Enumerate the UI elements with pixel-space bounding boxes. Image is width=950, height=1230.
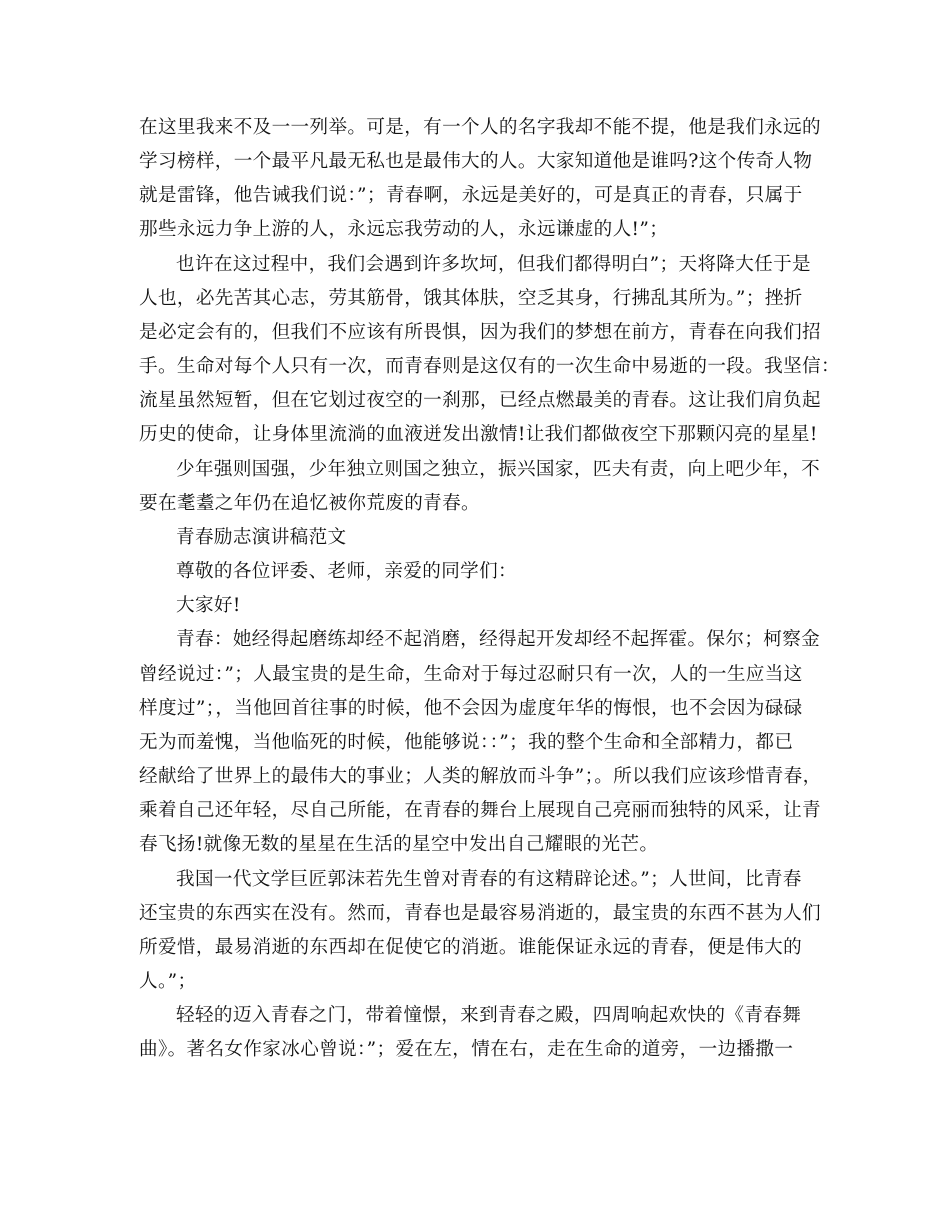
text-line: 人也，必先苦其心志，劳其筋骨，饿其体肤，空乏其身，行拂乱其所为。”；挫折 — [139, 288, 803, 309]
text-line: 曲》。著名女作家冰心曾说：”；爱在左，情在右，走在生命的道旁，一边播撒一 — [139, 1039, 794, 1060]
text-line: 流星虽然短暂，但在它划过夜空的一刹那，已经点燃最美的青春。这让我们肩负起 — [139, 390, 821, 411]
text-line: 在这里我来不及一一列举。可是，有一个人的名字我却不能不提，他是我们永远的 — [139, 117, 821, 138]
text-line: 要在耄耋之年仍在追忆被你荒废的青春。 — [139, 493, 480, 514]
text-line: 春飞扬!就像无数的星星在生活的星空中发出自己耀眼的光芒。 — [139, 834, 659, 855]
text-line: 我国一代文学巨匠郭沫若先生曾对青春的有这精辟论述。”；人世间，比青春 — [176, 869, 802, 890]
text-line: 青春：她经得起磨练却经不起消磨，经得起开发却经不起挥霍。保尔；柯察金 — [176, 629, 821, 650]
text-line: 乘着自己还年轻，尽自己所能，在青春的舞台上展现自己亮丽而独特的风采，让青 — [139, 800, 821, 821]
text-line: 还宝贵的东西实在没有。然而，青春也是最容易消逝的，最宝贵的东西不甚为人们 — [139, 903, 821, 924]
text-line: 样度过”；，当他回首往事的时候，他不会因为虚度年华的悔恨，也不会因为碌碌 — [139, 698, 803, 719]
greeting: 大家好! — [176, 595, 241, 616]
text-line: 轻轻的迈入青春之门，带着憧憬，来到青春之殿，四周响起欢快的《青春舞 — [176, 1005, 802, 1026]
text-line: 经献给了世界上的最伟大的事业；人类的解放而斗争”；。所以我们应该珍惜青春， — [139, 766, 822, 787]
text-line: 那些永远力争上游的人，永远忘我劳动的人，永远谦虚的人!”； — [139, 219, 669, 240]
text-line: 少年强则国强，少年独立则国之独立，振兴国家，匹夫有责，向上吧少年，不 — [176, 459, 821, 480]
section-heading: 青春励志演讲稿范文 — [176, 527, 347, 548]
text-line: 曾经说过：”；人最宝贵的是生命，生命对于每过忍耐只有一次，人的一生应当这 — [139, 664, 803, 685]
text-line: 手。生命对每个人只有一次，而青春则是这仅有的一次生命中易逝的一段。我坚信： — [139, 356, 840, 377]
text-line: 所爱惜，最易消逝的东西却在促使它的消逝。谁能保证永远的青春，便是伟大的 — [139, 937, 803, 958]
text-line: 无为而羞愧，当他临死的时候，他能够说：：”；我的整个生命和全部精力，都已 — [139, 732, 794, 753]
text-line: 是必定会有的，但我们不应该有所畏惧，因为我们的梦想在前方，青春在向我们招 — [139, 322, 821, 343]
text-line: 学习榜样，一个最平凡最无私也是最伟大的人。大家知道他是谁吗?这个传奇人物 — [139, 151, 813, 172]
text-line: 历史的使命，让身体里流淌的血液迸发出激情!让我们都做夜空下那颗闪亮的星星! — [139, 424, 818, 445]
text-line: 就是雷锋，他告诫我们说：”；青春啊，永远是美好的，可是真正的青春，只属于 — [139, 185, 803, 206]
text-line: 人。”； — [139, 971, 197, 992]
text-line: 也许在这过程中，我们会遇到许多坎坷，但我们都得明白”；天将降大任于是 — [176, 254, 812, 275]
salutation: 尊敬的各位评委、老师，亲爱的同学们： — [176, 561, 517, 582]
